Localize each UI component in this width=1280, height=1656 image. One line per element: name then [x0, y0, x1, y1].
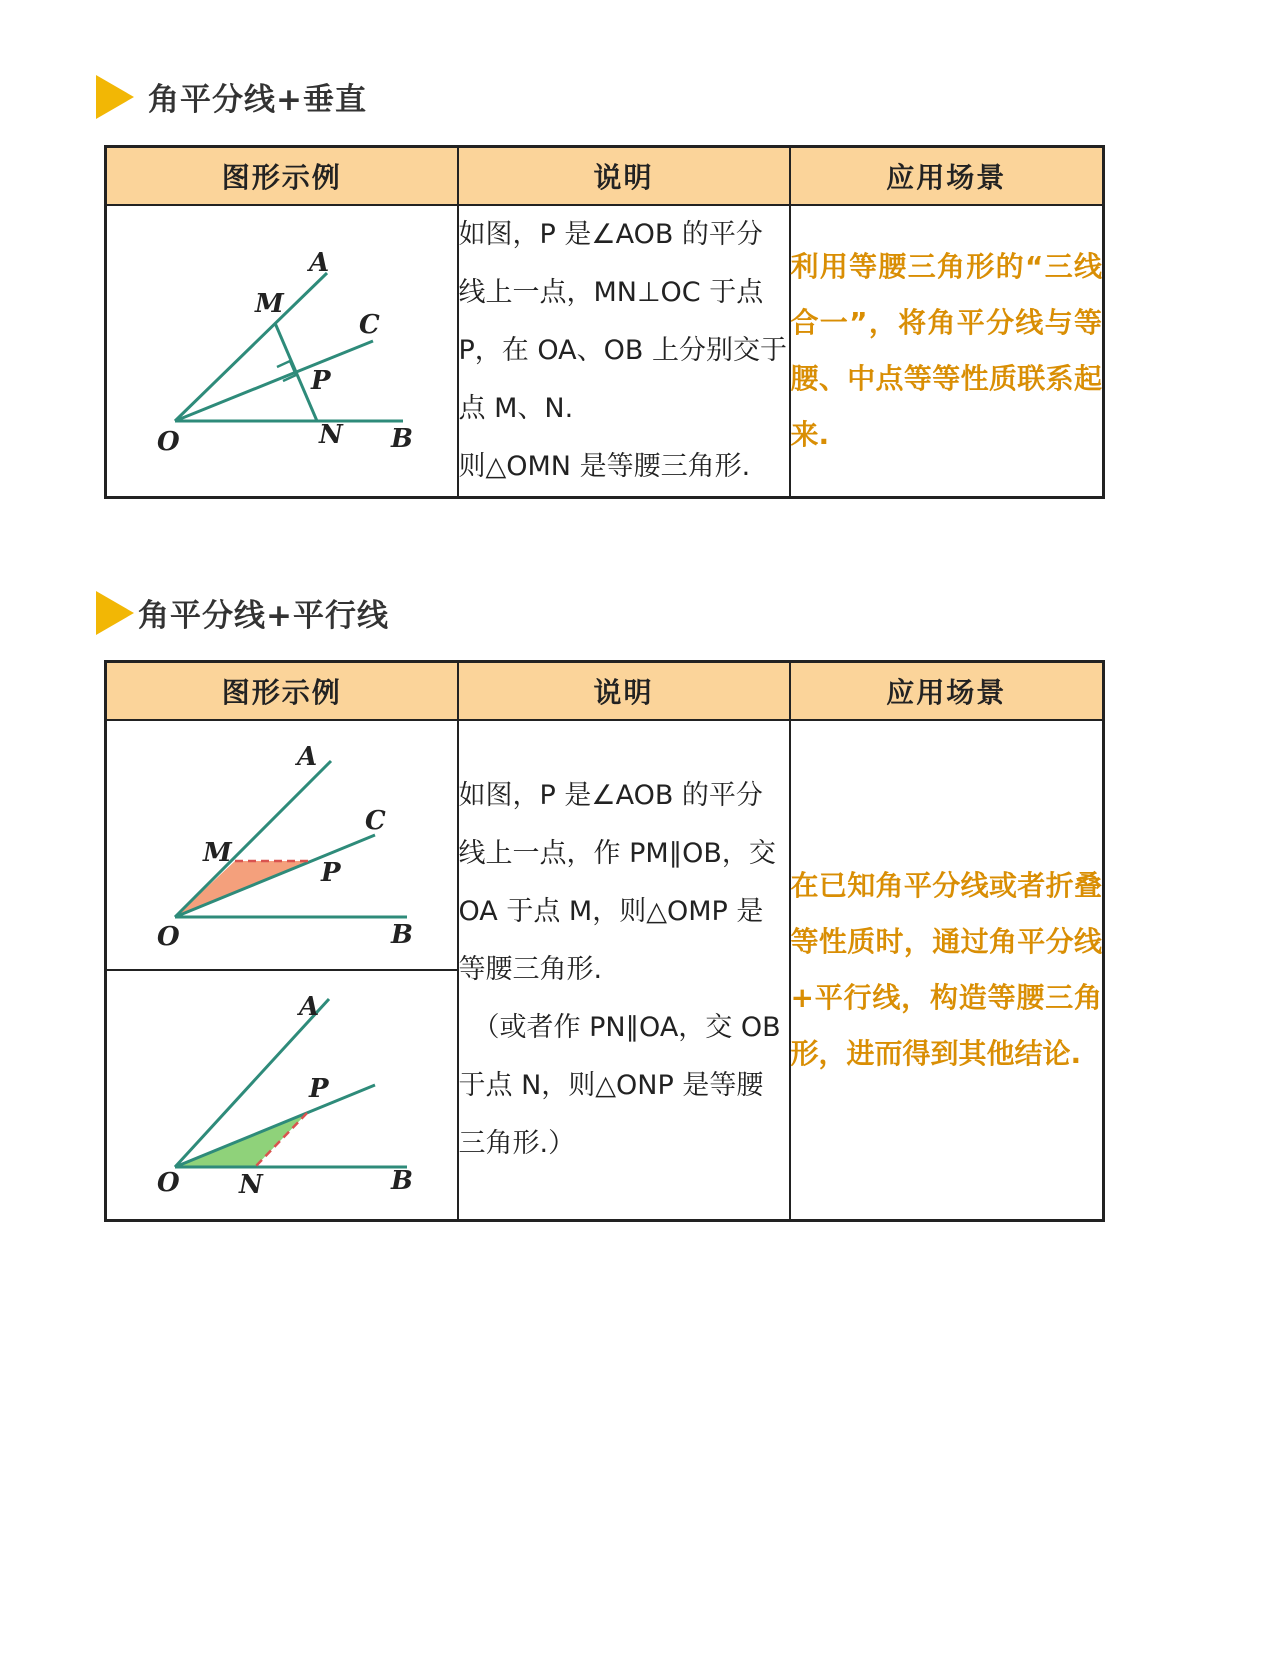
description-line: OA 于点 M，则△OMP 是 [458, 896, 764, 927]
label-B: B [391, 1166, 413, 1196]
label-B: B [391, 920, 413, 950]
ray-oa [175, 761, 331, 917]
label-N: N [239, 1170, 263, 1200]
label-C: C [365, 806, 386, 836]
header-figure: 图形示例 [106, 662, 458, 721]
application-cell [790, 720, 1104, 1221]
label-P: P [309, 1074, 329, 1104]
description-line: （或者作 PN∥OA，交 OB [472, 1012, 781, 1043]
description-line: 等腰三角形. [458, 954, 603, 985]
label-M: M [255, 289, 284, 319]
label-N: N [319, 420, 343, 450]
header-description: 说明 [458, 662, 790, 721]
description-line: 于点 N，则△ONP 是等腰 [458, 1070, 764, 1101]
label-A: A [297, 742, 318, 772]
section-title-1 [96, 74, 367, 119]
label-A: A [299, 992, 320, 1022]
description-cell [458, 205, 790, 498]
ray-oc [175, 1085, 375, 1167]
description-line: P，在 OA、OB 上分别交于 [458, 335, 787, 366]
figure-parallel-pm [107, 721, 457, 969]
application-text: 利用等腰三角形的“三线合一”，将角平分线与等腰、中点等等性质联系起来. [790, 250, 1102, 451]
description-line: 如图，P 是∠AOB 的平分 [458, 780, 763, 811]
label-P: P [311, 366, 331, 396]
label-C: C [359, 310, 380, 340]
label-P: P [321, 858, 341, 888]
header-application: 应用场景 [790, 662, 1104, 721]
section-title-text: 角平分线+垂直 [148, 82, 367, 118]
description-cell [458, 720, 790, 1221]
header-description: 说明 [458, 147, 790, 206]
description-line: 线上一点，MN⊥OC 于点 [458, 277, 764, 308]
application-cell [790, 205, 1104, 498]
section-title-2 [96, 590, 389, 635]
header-figure: 图形示例 [106, 147, 458, 206]
section-title-text: 角平分线+平行线 [138, 598, 389, 634]
ray-oa [175, 273, 327, 421]
label-A: A [309, 248, 330, 278]
application-text: 在已知角平分线或者折叠等性质时，通过角平分线+平行线，构造等腰三角形，进而得到其他结论. [790, 869, 1102, 1070]
ray-oc [175, 341, 373, 421]
triangle-bullet-icon [96, 591, 134, 635]
label-B: B [391, 424, 413, 454]
figure-cell-2 [106, 970, 458, 1221]
label-M: M [203, 838, 232, 868]
triangle-bullet-icon [96, 75, 134, 119]
label-O: O [157, 1168, 180, 1198]
header-application: 应用场景 [790, 147, 1104, 206]
figure-cell-1 [106, 720, 458, 970]
description-line: 则△OMN 是等腰三角形. [458, 451, 751, 482]
description-line: 点 M、N. [458, 393, 574, 424]
description-line: 三角形.） [458, 1128, 576, 1159]
description-line: 线上一点，作 PM∥OB，交 [458, 838, 776, 869]
label-O: O [157, 922, 180, 952]
figure-parallel-pn [107, 971, 457, 1219]
figure-cell [106, 205, 458, 498]
table-perpendicular [104, 145, 1105, 499]
table-parallel [104, 660, 1105, 1222]
label-O: O [157, 427, 180, 457]
description-line: 如图，P 是∠AOB 的平分 [458, 219, 763, 250]
figure-perpendicular [107, 215, 457, 487]
